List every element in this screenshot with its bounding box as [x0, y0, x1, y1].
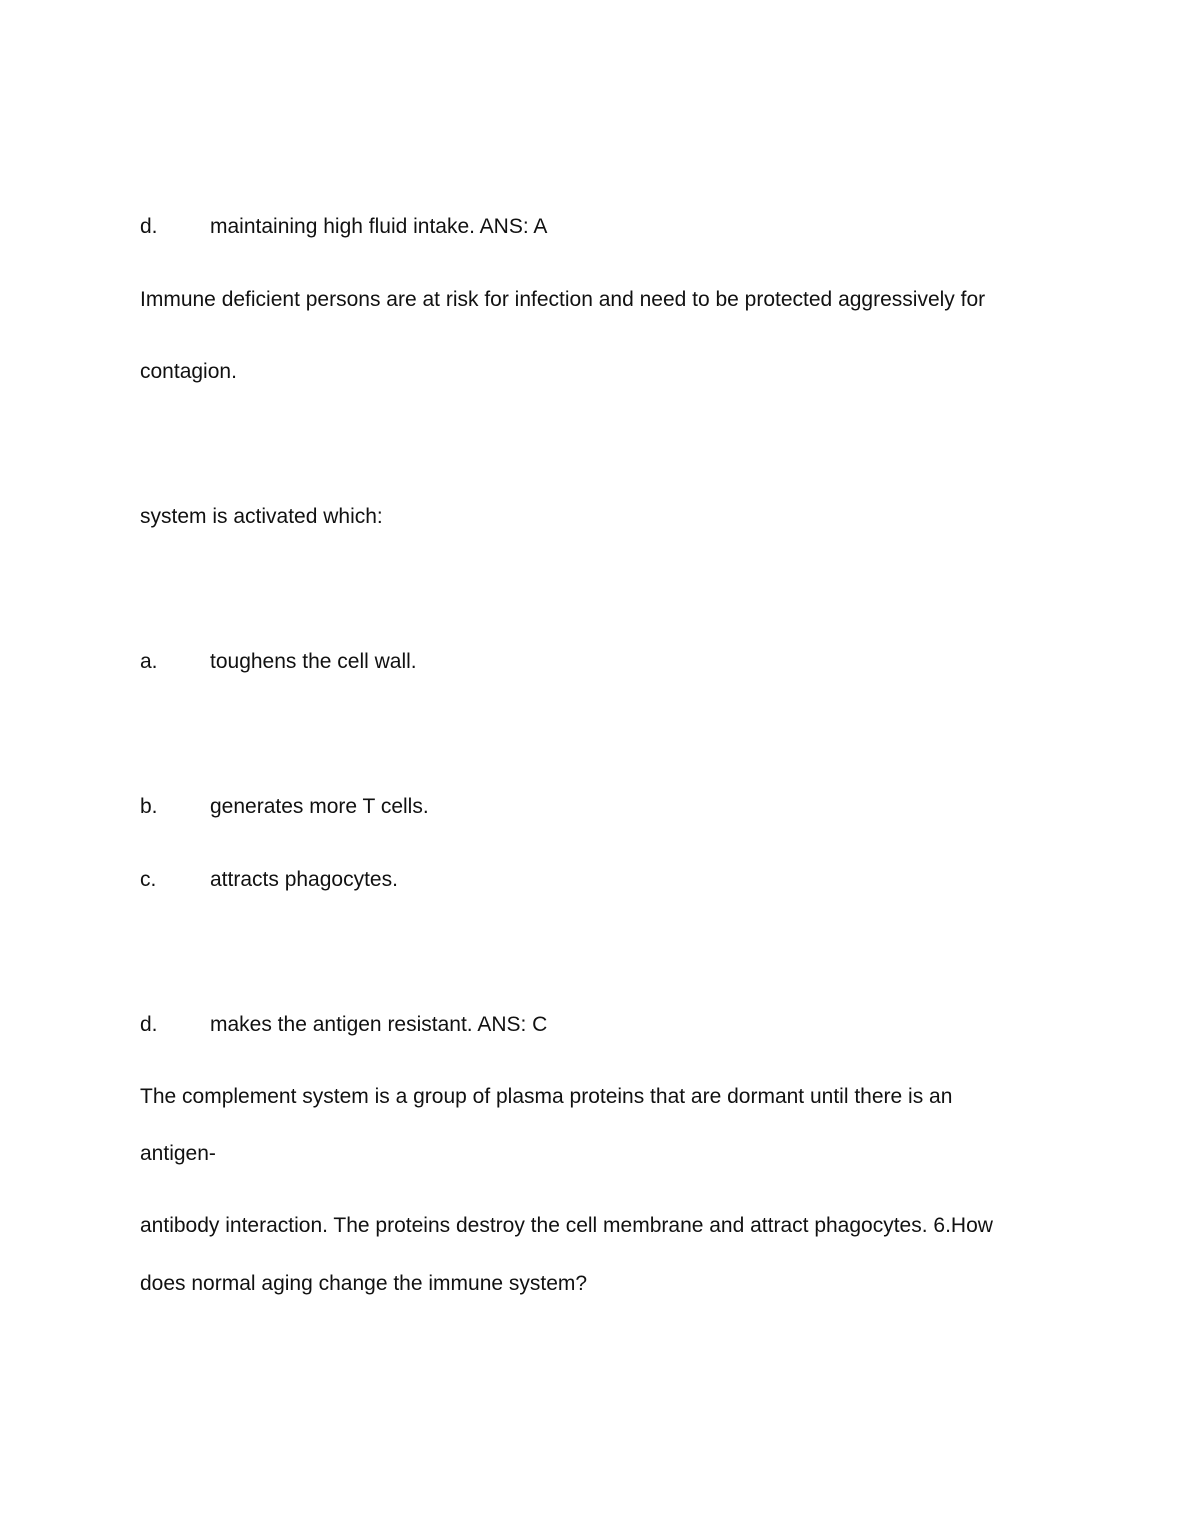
question-stem-line: system is activated which:	[140, 505, 383, 528]
option-a	[140, 648, 417, 676]
option-letter: b.	[140, 795, 158, 818]
explanation-line-1: The complement system is a group of plasma proteins that are dormant until there is an	[140, 1085, 953, 1108]
option-letter: a.	[140, 650, 158, 673]
option-text: maintaining high fluid intake. ANS: A	[210, 215, 548, 238]
next-question-line: does normal aging change the immune system?	[140, 1272, 588, 1295]
rationale-line-2: contagion.	[140, 360, 237, 383]
explanation-line-2: antigen-	[140, 1142, 216, 1165]
option-letter: d.	[140, 215, 158, 238]
option-d-antigen-resistant	[140, 1011, 547, 1039]
rationale-line-1: Immune deficient persons are at risk for infection and need to be protected aggressively for	[140, 288, 986, 311]
option-letter: d.	[140, 1013, 158, 1036]
option-text: attracts phagocytes.	[210, 868, 398, 891]
explanation-line-3: antibody interaction. The proteins destroy the cell membrane and attract phagocytes. 6.How	[140, 1214, 993, 1237]
option-letter: c.	[140, 868, 157, 891]
option-text: toughens the cell wall.	[210, 650, 417, 673]
option-text: generates more T cells.	[210, 795, 429, 818]
option-b	[140, 793, 429, 821]
option-text: makes the antigen resistant. ANS: C	[210, 1013, 548, 1036]
option-d-maintaining-fluid	[140, 213, 547, 241]
option-c	[140, 866, 398, 894]
